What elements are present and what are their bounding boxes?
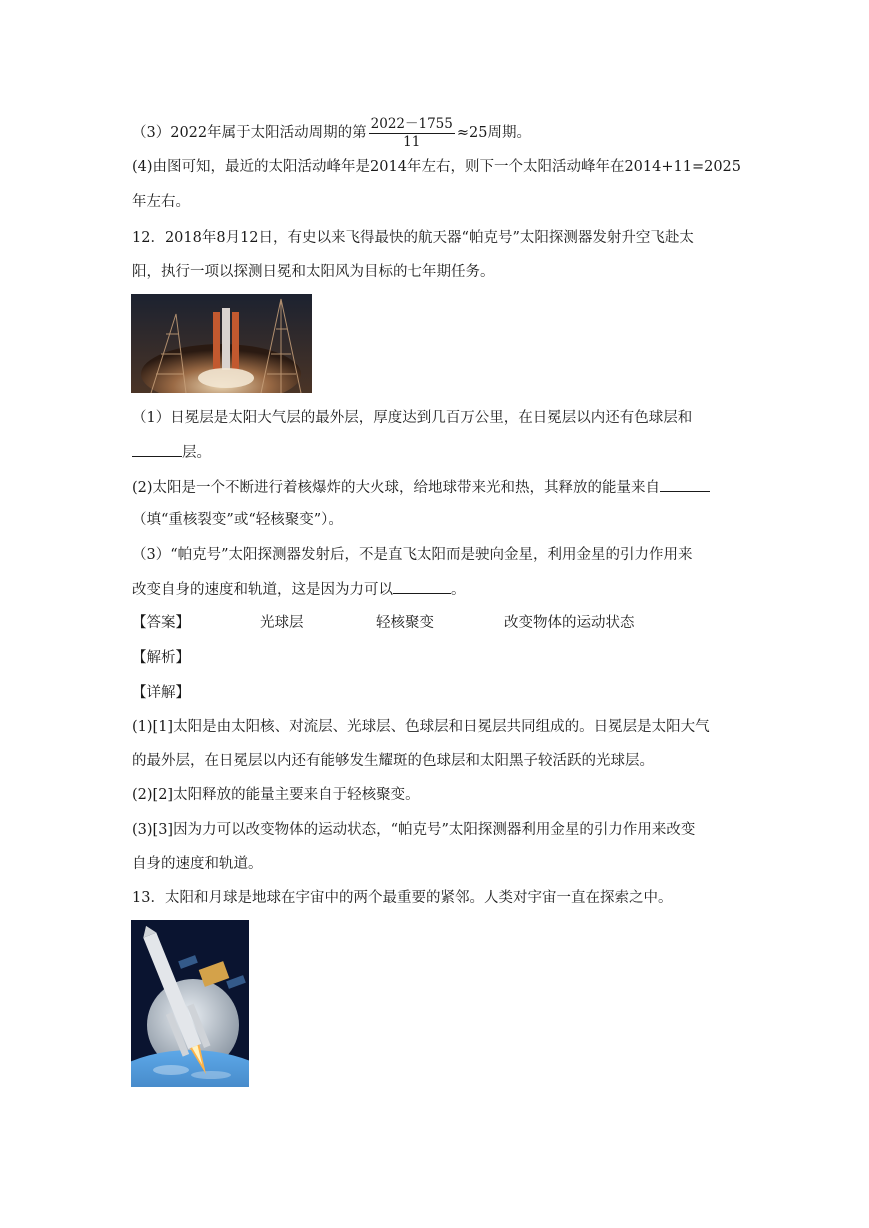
fill-blank-3[interactable] xyxy=(393,579,451,594)
fraction-numerator: 2022－1755 xyxy=(370,115,453,132)
q11-part4-line1: (4)由图可知，最近的太阳活动峰年是2014年左右，则下一个太阳活动峰年在2014+11=2025 xyxy=(132,159,741,175)
q11-part3-suffix: ≈25周期。 xyxy=(456,125,531,141)
detail2: (2)[2]太阳释放的能量主要来自于轻核聚变。 xyxy=(132,787,420,803)
q12-sub3-prefix: 改变自身的速度和轨道，这是因为力可以 xyxy=(132,582,393,598)
q11-part4-line2: 年左右。 xyxy=(132,194,190,210)
q12-sub2-line1 xyxy=(132,477,737,498)
q12-stem-line2: 阳，执行一项以探测日冕和太阳风为目标的七年期任务。 xyxy=(132,264,495,280)
q13-stem: 13．太阳和月球是地球在宇宙中的两个最重要的紧邻。人类对宇宙一直在探索之中。 xyxy=(132,890,673,906)
q12-sub3-suffix: 。 xyxy=(451,582,466,598)
q12-sub2-line2: （填“重核裂变”或“轻核聚变”）。 xyxy=(132,512,343,528)
fraction xyxy=(369,116,455,151)
answer-row xyxy=(132,613,737,633)
rocket-launch-illustration xyxy=(131,294,312,393)
fill-blank-1[interactable] xyxy=(132,442,182,457)
q12-sub1-suffix: 层。 xyxy=(182,445,211,461)
detail3-line1: (3)[3]因为力可以改变物体的运动状态，“帕克号”太阳探测器利用金星的引力作用来改变 xyxy=(132,822,696,838)
rocket-moon-earth-photo xyxy=(131,920,249,1087)
detail1-line2: 的最外层，在日冕层以内还有能够发生耀斑的色球层和太阳黑子较活跃的光球层。 xyxy=(132,753,654,769)
q11-part3 xyxy=(132,116,737,150)
answer-2: 轻核聚变 xyxy=(376,615,434,631)
rocket-moon-earth-illustration xyxy=(131,920,249,1087)
fill-blank-2[interactable] xyxy=(660,477,710,492)
q12-sub1-line1: （1）日冕层是太阳大气层的最外层，厚度达到几百万公里，在日冕层以内还有色球层和 xyxy=(132,410,693,426)
answer-3: 改变物体的运动状态 xyxy=(504,615,635,631)
analysis-label: 【解析】 xyxy=(132,650,190,666)
q12-sub1-line2 xyxy=(132,442,737,463)
detail-label: 【详解】 xyxy=(132,685,190,701)
answer-1: 光球层 xyxy=(260,615,304,631)
q12-sub3-line2 xyxy=(132,579,737,600)
rocket-launch-photo xyxy=(131,294,312,393)
q12-sub2-text: (2)太阳是一个不断进行着核爆炸的大火球，给地球带来光和热，其释放的能量来自 xyxy=(132,480,661,496)
detail1-line1: (1)[1]太阳是由太阳核、对流层、光球层、色球层和日冕层共同组成的。日冕层是太阳大气 xyxy=(132,719,710,735)
answer-label: 【答案】 xyxy=(132,615,190,631)
q12-sub3-line1: （3）“帕克号”太阳探测器发射后，不是直飞太阳而是驶向金星，利用金星的引力作用来 xyxy=(132,547,693,563)
q12-stem-line1: 12．2018年8月12日，有史以来飞得最快的航天器“帕克号”太阳探测器发射升空飞赴太 xyxy=(132,230,694,246)
fraction-denominator: 11 xyxy=(403,133,421,150)
q11-part3-prefix: （3）2022年属于太阳活动周期的第 xyxy=(132,125,367,141)
detail3-line2: 自身的速度和轨道。 xyxy=(132,856,263,872)
